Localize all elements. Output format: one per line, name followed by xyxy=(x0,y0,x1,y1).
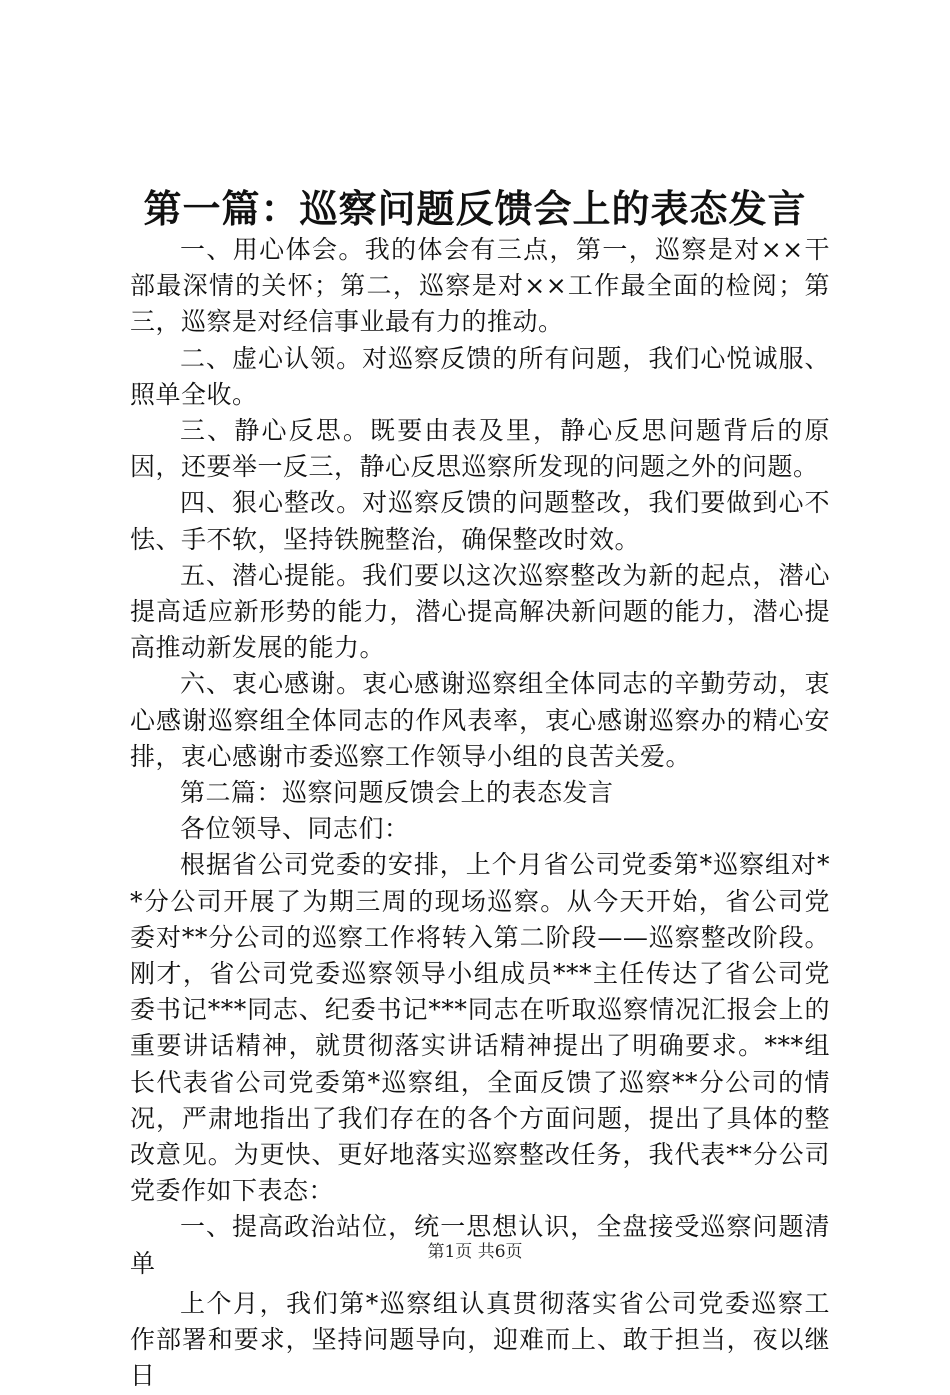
section-heading-1: 一、提高政治站位，统一思想认识，全盘接受巡察问题清单 xyxy=(130,1212,830,1278)
second-article-heading: 第二篇：巡察问题反馈会上的表态发言 xyxy=(180,778,614,808)
page-footer: 第1页 共6页 xyxy=(427,1242,523,1262)
paragraph-3: 三、静心反思。既要由表及里，静心反思问题背后的原因，还要举一反三，静心反思巡察所发现的问题之外的问题。 xyxy=(130,416,830,482)
paragraph-2: 二、虚心认领。对巡察反馈的所有问题，我们心悦诚服、照单全收。 xyxy=(130,343,830,409)
salutation: 各位领导、同志们： xyxy=(180,814,410,844)
paragraph-1: 一、用心体会。我的体会有三点，第一，巡察是对××干部最深情的关怀；第二，巡察是对××工作最全面的检阅；第三，巡察是对经信事业最有力的推动。 xyxy=(130,235,830,337)
document-title: 第一篇：巡察问题反馈会上的表态发言 xyxy=(143,187,807,231)
paragraph-4: 四、狠心整改。对巡察反馈的问题整改，我们要做到心不怯、手不软，坚持铁腕整治，确保整改时效。 xyxy=(130,488,830,554)
paragraph-intro: 根据省公司党委的安排，上个月省公司党委第*巡察组对**分公司开展了为期三周的现场巡察。从今天开始，省公司党委对**分公司的巡察工作将转入第二阶段——巡察整改阶段。刚才，省公司党委巡察领导小组成员***主任传达了省公司党委书记***同志、纪委书记***同志在听取巡察情况汇报会上的重要讲话精神，就贯彻落实讲话精神提出了明确要求。***组长代表省公司党委第*巡察组，全面反馈了巡察**分公司的情况，严肃地指出了我们存在的各个方面问题，提出了具体的整改意见。为更快、更好地落实巡察整改任务，我代表**分公司党委作如下表态： xyxy=(130,850,830,1206)
paragraph-section-1: 上个月，我们第*巡察组认真贯彻落实省公司党委巡察工作部署和要求，坚持问题导向，迎难而上、敢于担当，夜以继日 xyxy=(130,1288,830,1391)
paragraph-6: 六、衷心感谢。衷心感谢巡察组全体同志的辛勤劳动，衷心感谢巡察组全体同志的作风表率，衷心感谢巡察办的精心安排，衷心感谢市委巡察工作领导小组的良苦关爱。 xyxy=(130,669,830,771)
document-body xyxy=(130,232,830,1395)
paragraph-5: 五、潜心提能。我们要以这次巡察整改为新的起点，潜心提高适应新形势的能力，潜心提高解决新问题的能力，潜心提高推动新发展的能力。 xyxy=(130,560,830,663)
